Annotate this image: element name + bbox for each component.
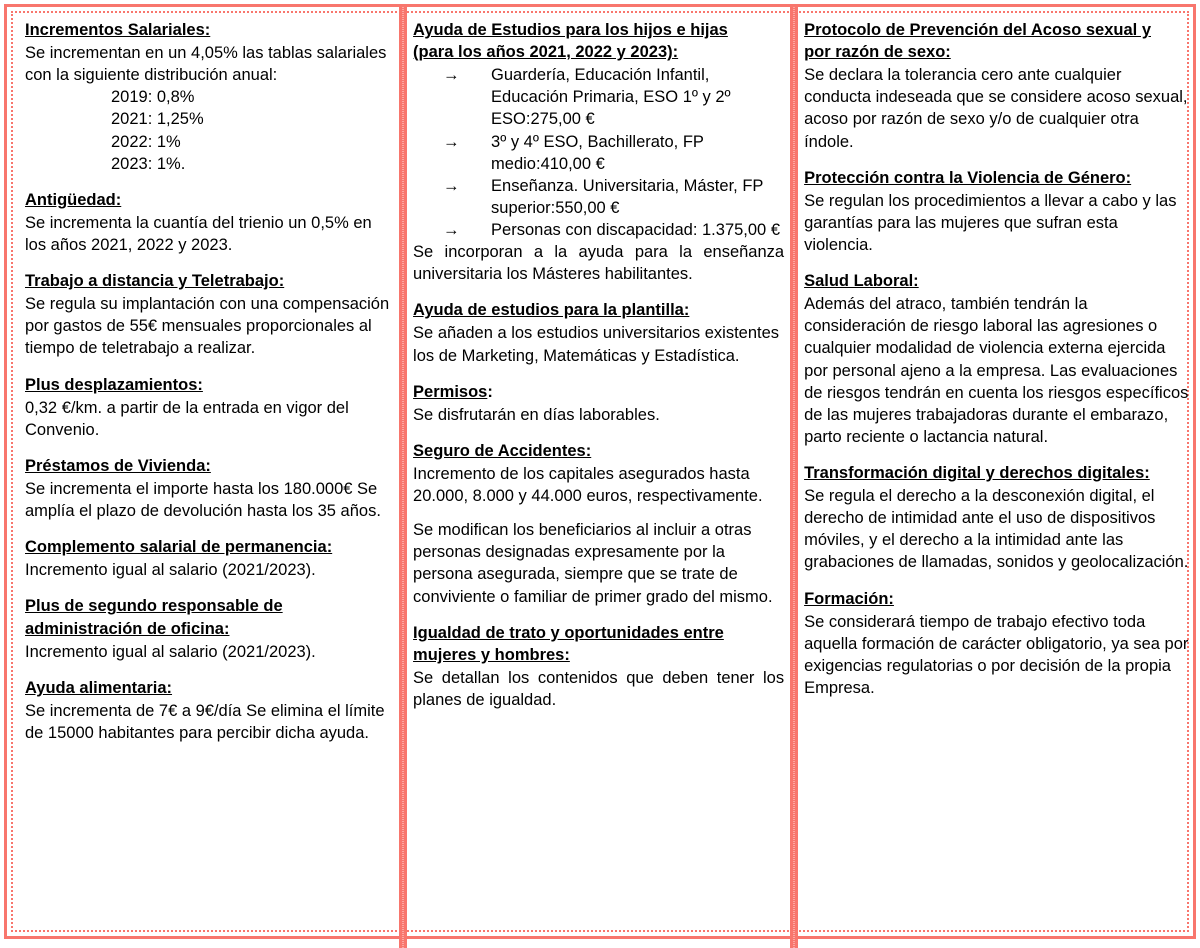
section-igualdad-trato — [413, 622, 784, 711]
section-seguro-accidentes — [413, 440, 784, 608]
section-heading: Antigüedad: — [25, 190, 122, 209]
year-increase-list — [25, 86, 393, 174]
arrow-right-icon: → — [443, 220, 460, 239]
section-heading: Ayuda de estudios para la plantilla: — [413, 301, 690, 320]
section-heading: Transformación digital y derechos digitales: — [804, 463, 1150, 482]
arrow-right-icon: → — [443, 66, 460, 85]
list-item-label: 3º y 4º ESO, Bachillerato, FP medio:410,00 € — [491, 132, 704, 173]
column-1 — [19, 15, 399, 940]
section-paragraph: Se detallan los contenidos que deben tener los planes de igualdad. — [413, 668, 785, 709]
section-paragraph: Se incrementa el importe hasta los 180.000€ Se amplía el plazo de devolución hasta los 35 años. — [25, 479, 381, 521]
list-item: 2019: 0,8% — [111, 88, 195, 107]
list-item — [443, 64, 784, 130]
section-heading: Ayuda alimentaria: — [25, 678, 173, 697]
section-paragraph: Se regulan los procedimientos a llevar a cabo y las garantías para las mujeres que sufran esta violencia. — [804, 191, 1177, 254]
list-item-label: Guardería, Educación Infantil, Educación Primaria, ESO 1º y 2º ESO:275,00 € — [491, 66, 731, 129]
section-paragraph: Incremento de los capitales asegurados hasta 20.000, 8.000 y 44.000 euros, respectivamente. — [413, 464, 763, 506]
section-plus-desplazamientos — [25, 374, 393, 441]
list-item: 2021: 1,25% — [111, 110, 204, 129]
section-heading: Ayuda de Estudios para los hijos e hijas (para los años 2021, 2022 y 2023): — [413, 21, 728, 62]
section-paragraph: Se incrementa la cuantía del trienio un 0,5% en los años 2021, 2022 y 2023. — [25, 213, 372, 254]
section-violencia-genero — [804, 167, 1189, 256]
section-paragraph: Además del atraco, también tendrán la consideración de riesgo laboral las agresiones o cualquier modalidad de violencia externa ejercida por personal ajeno a la empresa. Las evaluaciones de riesgos tendrán en cuenta los riesgos específicos de las mujeres trabajadoras durante el embarazo, parto reciente o lactancia natural. — [804, 295, 1189, 446]
section-salud-laboral — [804, 270, 1189, 448]
section-prestamos-vivienda — [25, 455, 393, 522]
section-permisos — [413, 381, 784, 426]
section-ayuda-estudios-plantilla — [413, 299, 784, 366]
section-antiguedad — [25, 189, 393, 256]
section-paragraph: Se incrementan en un 4,05% las tablas salariales con la siguiente distribución anual: — [25, 44, 387, 85]
section-paragraph: Incremento igual al salario (2021/2023). — [25, 642, 316, 661]
section-heading: Incrementos Salariales: — [25, 21, 211, 39]
section-paragraph: Se añaden a los estudios universitarios existentes los de Marketing, Matemáticas y Estadística. — [413, 324, 780, 365]
section-paragraph: Se incrementa de 7€ a 9€/día Se elimina el límite de 15000 habitantes para percibir dicha ayuda. — [25, 701, 385, 742]
section-paragraph: Se incorporan a la ayuda para la enseñanza universitaria los Másteres habilitantes. — [413, 243, 785, 284]
section-incrementos-salariales — [25, 19, 393, 175]
section-heading: Protección contra la Violencia de Género: — [804, 168, 1132, 187]
list-item: 2023: 1%. — [111, 154, 186, 173]
section-transformacion-digital — [804, 462, 1189, 574]
paragraph-spacer — [413, 507, 784, 519]
section-heading: Igualdad de trato y oportunidades entre mujeres y hombres: — [413, 623, 724, 664]
section-heading: Préstamos de Vivienda: — [25, 456, 211, 475]
study-aid-arrow-list — [413, 64, 784, 241]
section-paragraph: Se regula el derecho a la desconexión digital, el derecho de intimidad ante el uso de dispositivos móviles, y el derecho a la intimidad ante las grabaciones de llamadas, sonidos y geolocalización. — [804, 487, 1189, 572]
column-3 — [798, 15, 1195, 940]
section-complemento-permanencia — [25, 536, 393, 581]
section-heading: Protocolo de Prevención del Acoso sexual y por razón de sexo: — [804, 21, 1151, 62]
section-ayuda-alimentaria — [25, 677, 393, 744]
list-item-label: Enseñanza. Universitaria, Máster, FP superior:550,00 € — [491, 176, 764, 217]
section-heading: Trabajo a distancia y Teletrabajo: — [25, 272, 285, 291]
section-heading: Seguro de Accidentes: — [413, 441, 592, 460]
column-divider-2 — [790, 7, 798, 948]
section-heading: Permisos: — [413, 382, 493, 401]
section-paragraph: Se disfrutarán en días laborables. — [413, 405, 660, 424]
section-trabajo-a-distancia — [25, 270, 393, 359]
section-heading: Plus desplazamientos: — [25, 375, 203, 394]
section-paragraph: Se regula su implantación con una compensación por gastos de 55€ mensuales proporcionales al tiempo de teletrabajo a realizar. — [25, 295, 390, 358]
column-divider-1 — [399, 7, 407, 948]
list-item — [443, 131, 784, 175]
section-paragraph: 0,32 €/km. a partir de la entrada en vigor del Convenio. — [25, 398, 349, 439]
section-paragraph: Se considerará tiempo de trabajo efectivo toda aquella formación de carácter obligatorio, ya sea por exigencias regulatorias o por decisión de la propia Empresa. — [804, 612, 1189, 697]
section-heading: Plus de segundo responsable de administración de oficina: — [25, 597, 283, 638]
column-2 — [407, 15, 790, 940]
three-column-layout — [19, 15, 1195, 940]
document-frame — [4, 4, 1196, 939]
list-item — [443, 175, 784, 219]
section-plus-segundo-responsable — [25, 595, 393, 662]
section-paragraph: Incremento igual al salario (2021/2023). — [25, 561, 316, 580]
arrow-right-icon: → — [443, 132, 460, 151]
list-item: 2022: 1% — [111, 132, 181, 151]
list-item — [443, 219, 784, 241]
section-heading: Formación: — [804, 589, 894, 608]
section-ayuda-estudios-hijos — [413, 19, 784, 285]
arrow-right-icon: → — [443, 176, 460, 195]
section-protocolo-acoso — [804, 19, 1189, 153]
section-paragraph: Se declara la tolerancia cero ante cualquier conducta indeseada que se considere acoso sexual, acoso por razón de sexo y/o de cualquier otra índole. — [804, 66, 1188, 151]
section-paragraph: Se modifican los beneficiarios al incluir a otras personas designadas expresamente por la persona asegurada, siempre que se trate de conviviente o familiar de primer grado del mismo. — [413, 521, 773, 606]
section-heading: Salud Laboral: — [804, 272, 919, 291]
section-formacion — [804, 588, 1189, 700]
list-item-label: Personas con discapacidad: 1.375,00 € — [491, 220, 780, 239]
section-heading: Complemento salarial de permanencia: — [25, 538, 333, 557]
